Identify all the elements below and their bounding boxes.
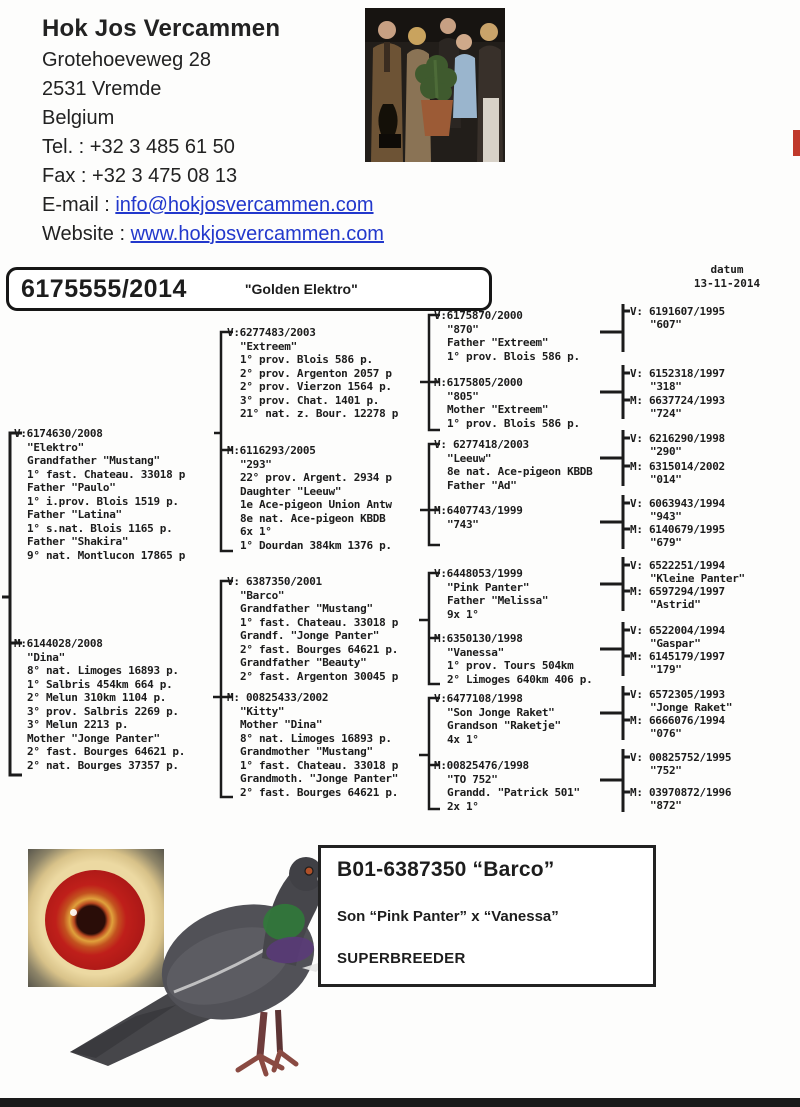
pedigree-entry-076 [630,714,725,740]
pedigree-line: "Leeuw" [447,451,492,465]
pedigree-line: Grandmoth. "Jonge Panter" [240,772,399,785]
email-link[interactable]: info@hokjosvercammen.com [115,194,374,216]
pedigree-block-extreem [227,326,398,421]
email-label: E-mail : [42,194,116,216]
website-link[interactable]: www.hokjosvercammen.com [130,223,384,245]
pedigree-line: V: 6387350/2001 [227,575,322,588]
pedigree-line: "014" [650,473,682,486]
pedigree-line: V: 6522251/1994 [630,559,725,572]
pedigree-line: Father "Melissa" [447,594,549,607]
pedigree-block-293 [227,444,392,552]
pedigree-line: Mother "Dina" [240,718,323,731]
pedigree-line: M:6144028/2008 [14,637,103,650]
pedigree-line: 1° prov. Tours 504km [447,659,574,672]
pedigree-line: Father "Extreem" [447,336,549,349]
pedigree-line: 8e nat. Ace-pigeon KBDB [447,465,593,478]
pedigree-line: M:6407743/1999 [434,504,523,517]
pedigree-line: Father "Shakira" [27,535,129,548]
pedigree-line: V: 6191607/1995 [630,305,725,318]
fax-line: Fax : +32 3 475 08 13 [42,165,238,187]
pedigree-line: M: 6637724/1993 [630,394,725,407]
pedigree-block-870 [434,309,580,363]
pedigree-line: 21° nat. z. Bour. 12278 p [240,407,399,420]
bird-title-bar [6,267,492,311]
pedigree-block-pink-panter [434,567,548,621]
date-block [688,263,766,291]
pedigree-line: "872" [650,799,682,812]
pedigree-line: V: 6063943/1994 [630,497,725,510]
pedigree-line: 1° Salbris 454km 664 p. [27,677,173,691]
pedigree-line: M: 6597294/1997 [630,585,725,598]
pedigree-line: 2° Limoges 640km 406 p. [447,672,593,686]
pedigree-line: "805" [447,389,479,403]
pedigree-block-leeuw [434,438,592,492]
pedigree-entry-943 [630,497,725,523]
pedigree-line: M: 03970872/1996 [630,786,732,799]
pedigree-line: M:6116293/2005 [227,444,316,457]
pedigree-line: "Jonge Raket" [650,701,733,714]
pedigree-line: V:6174630/2008 [14,427,103,440]
pedigree-line: Grandd. "Patrick 501" [447,786,580,799]
scan-bottom-edge [0,1098,800,1107]
pedigree-line: "Barco" [240,588,285,602]
pedigree-line: 9x 1° [447,607,479,621]
pedigree-line: "Gaspar" [650,637,701,650]
pedigree-line: "Dina" [27,650,65,664]
pedigree-line: V: 6216290/1998 [630,432,725,445]
pedigree-line: M:6175805/2000 [434,376,523,389]
pedigree-line: 1° s.nat. Blois 1165 p. [27,521,173,535]
pedigree-line: "Son Jonge Raket" [447,705,555,719]
pedigree-line: 2° prov. Argenton 2057 p [240,366,392,380]
pedigree-block-barco [227,575,398,683]
pedigree-line: "293" [240,457,272,471]
pedigree-entry-318 [630,367,725,393]
pedigree-entry-290 [630,432,725,458]
pedigree-line: Grandf. "Jonge Panter" [240,629,380,642]
pedigree-entry-607 [630,305,725,331]
pedigree-line: "Kitty" [240,704,285,718]
pedigree-line: V:6175870/2000 [434,309,523,322]
pigeon-image [56,840,346,1098]
pedigree-line: Grandson "Raketje" [447,719,561,732]
loft-name: Hok Jos Vercammen [42,15,281,42]
pedigree-line: "076" [650,727,682,740]
pedigree-entry-724 [630,394,725,420]
pedigree-line: "752" [650,764,682,777]
pedigree-line: 1° fast. Chateau. 33018 p [240,758,399,772]
pedigree-line: M:6350130/1998 [434,632,523,645]
pedigree-line: "318" [650,380,682,393]
pedigree-line: Grandmother "Mustang" [240,745,373,758]
website-label: Website : [42,223,131,245]
pedigree-line: Grandfather "Mustang" [240,602,373,615]
pedigree-block-to-752 [434,759,580,813]
pedigree-line: Daughter "Leeuw" [240,484,342,498]
pedigree-line: 1° fast. Chateau. 33018 p [27,467,186,481]
pedigree-line: V: 6277418/2003 [434,438,529,451]
pedigree-line: 1° fast. Chateau. 33018 p [240,615,399,629]
pedigree-block-sire-elektro [14,427,185,562]
pedigree-line: "Vanessa" [447,645,504,659]
pedigree-entry-gaspar [630,624,725,650]
website-line [42,220,384,249]
pedigree-line: V:6448053/1999 [434,567,523,580]
pedigree-line: 2° prov. Vierzon 1564 p. [240,380,392,393]
pedigree-line: V:6277483/2003 [227,326,316,339]
address-city: 2531 Vremde [42,78,162,100]
bird-name: "Golden Elektro" [244,281,358,297]
pedigree-line: 22° prov. Argent. 2934 p [240,471,392,484]
pedigree-entry-014 [630,460,725,486]
pedigree-line: Grandfather "Beauty" [240,656,367,669]
letterhead [42,12,384,249]
pedigree-line: "943" [650,510,682,523]
pedigree-line: M: 00825433/2002 [227,691,329,704]
pedigree-line: 6x 1° [240,525,272,538]
pedigree-line: Mother "Extreem" [447,403,549,416]
pedigree-line: 2° fast. Bourges 64621 p. [240,785,399,799]
pedigree-line: 8° nat. Limoges 16893 p. [27,664,179,677]
pedigree-line: V:6477108/1998 [434,692,523,705]
pigeon-photo [56,840,346,1098]
pedigree-line: "Elektro" [27,440,84,454]
email-line [42,191,384,220]
pedigree-line: "Pink Panter" [447,580,530,594]
pedigree-entry-astrid [630,585,725,611]
date-value: 13-11-2014 [693,277,761,290]
pedigree-entry-jonge-raket [630,688,732,714]
pedigree-line: 2° Melun 310km 1104 p. [27,691,167,704]
pedigree-line: M: 6145179/1997 [630,650,725,663]
pedigree-line: 4x 1° [447,732,479,746]
pedigree-line: 2x 1° [447,799,479,813]
pedigree-line: 2° fast. Bourges 64621 p. [27,745,186,758]
pedigree-line: 1° i.prov. Blois 1519 p. [27,494,179,508]
pedigree-line: M: 6315014/2002 [630,460,725,473]
pedigree-line: V: 00825752/1995 [630,751,732,764]
pedigree-line: "679" [650,536,682,549]
phone-line: Tel. : +32 3 485 61 50 [42,136,235,158]
pedigree-line: 1° Dourdan 384km 1376 p. [240,538,392,552]
pedigree-block-805 [434,376,580,430]
pedigree-line: 3° prov. Chat. 1401 p. [240,393,380,407]
pedigree-line: "724" [650,407,682,420]
pedigree-line: "290" [650,445,682,458]
pedigree-line: Grandfather "Mustang" [27,454,160,467]
bird-ring-number: 6175555/2014 [21,274,187,303]
address-street: Grotehoeveweg 28 [42,49,212,71]
pedigree-entry-679 [630,523,725,549]
pedigree-line: Father "Latina" [27,508,122,521]
pedigree-line: M: 6666076/1994 [630,714,725,727]
pedigree-line: 3° Melun 2213 p. [27,718,129,731]
pedigree-line: 9° nat. Montlucon 17865 p [27,548,186,562]
pedigree-block-kitty [227,691,398,799]
pedigree-line: M: 6140679/1995 [630,523,725,536]
pedigree-entry-752 [630,751,731,777]
pedigree-line: "Extreem" [240,339,297,353]
pedigree-line: "TO 752" [447,772,498,786]
address-country: Belgium [42,107,115,129]
pedigree-line: "607" [650,318,682,331]
pedigree-entry-179 [630,650,725,676]
pedigree-line: M:00825476/1998 [434,759,529,772]
pedigree-entry-kleine-panter [630,559,745,585]
pedigree-block-dam-dina [14,637,185,772]
pedigree-line: 2° fast. Argenton 30045 p [240,669,399,683]
pedigree-line: Mother "Jonge Panter" [27,731,160,745]
pedigree-block-743 [434,504,523,531]
pedigree-line: V: 6522004/1994 [630,624,725,637]
pedigree-line: 1e Ace-pigeon Union Antw [240,498,392,511]
pedigree-line: 2° nat. Bourges 37357 p. [27,758,179,772]
date-label: datum [710,263,744,276]
pedigree-line: "743" [447,517,479,531]
info-parents: Son “Pink Panter” x “Vanessa” [337,908,559,925]
family-photo [365,8,505,162]
pedigree-block-son-jonge-raket [434,692,561,746]
pedigree-line: 8° nat. Limoges 16893 p. [240,731,392,745]
pedigree-line: 3° prov. Salbris 2269 p. [27,704,179,718]
info-tagline: SUPERBREEDER [337,950,466,967]
pedigree-line: "179" [650,663,682,676]
pedigree-line: 1° prov. Blois 586 p. [240,353,373,366]
family-photo-image [365,8,505,162]
pedigree-line: V: 6152318/1997 [630,367,725,380]
pedigree-line: 8e nat. Ace-pigeon KBDB [240,511,386,525]
info-title: B01-6387350 “Barco” [337,858,555,881]
pedigree-entry-872 [630,786,731,812]
pedigree-block-vanessa [434,632,592,686]
pedigree-line: "Kleine Panter" [650,572,745,585]
pedigree-line: 1° prov. Blois 586 p. [447,416,580,430]
pedigree-line: "Astrid" [650,598,701,611]
scan-mark [793,130,800,156]
pedigree-line: Father "Ad" [447,478,517,492]
pedigree-line: "870" [447,322,479,336]
pedigree-line: 1° prov. Blois 586 p. [447,349,580,363]
bird-info-box [318,845,656,987]
pedigree-line: V: 6572305/1993 [630,688,725,701]
pedigree-line: 2° fast. Bourges 64621 p. [240,642,399,656]
bracket-gen4 [600,304,630,812]
pedigree-line: Father "Paulo" [27,481,116,494]
